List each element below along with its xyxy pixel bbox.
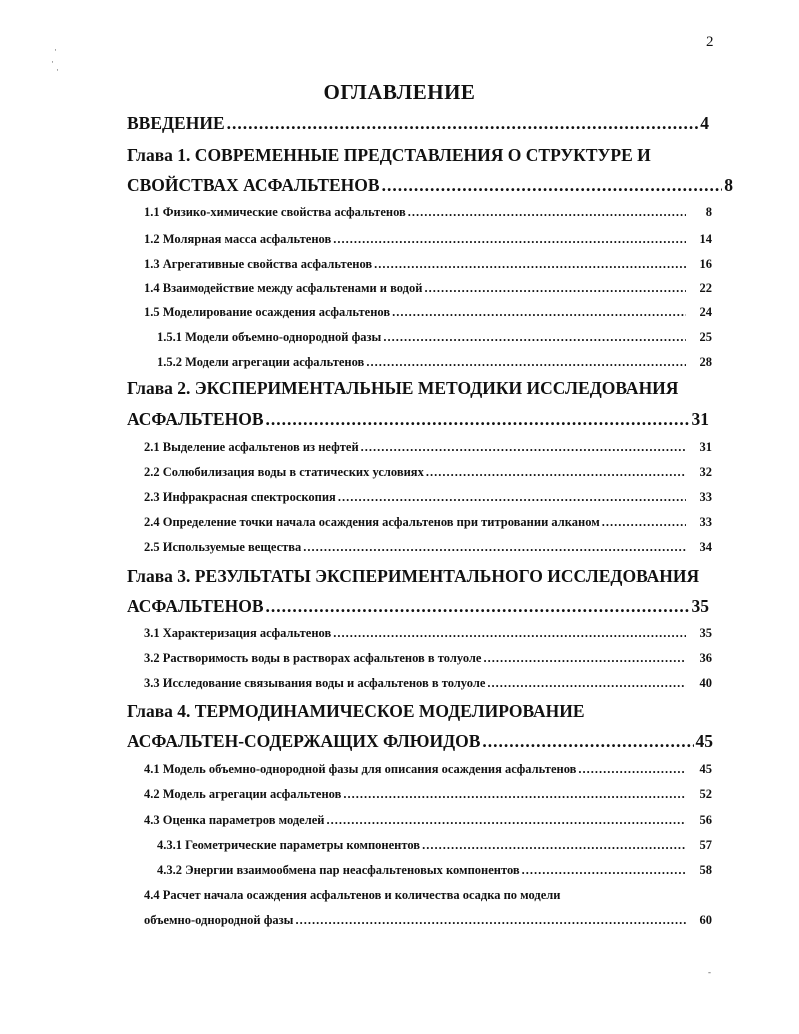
toc-section[interactable] xyxy=(144,490,712,505)
scan-speck: · xyxy=(51,57,54,67)
toc-entry-label: 3.1 Характеризация асфальтенов xyxy=(144,626,332,640)
toc-section[interactable] xyxy=(144,651,712,666)
toc-entry-page: 33 xyxy=(699,515,712,529)
toc-entry-intro[interactable] xyxy=(127,113,709,134)
toc-subsection[interactable] xyxy=(157,838,712,853)
leader-dots xyxy=(408,205,686,220)
toc-entry-label: 1.1 Физико-химические свойства асфальтенов xyxy=(144,205,406,219)
toc-entry-page: 31 xyxy=(691,409,709,429)
toc-entry-label: 3.3 Исследование связывания воды и асфальтенов в толуоле xyxy=(144,676,486,690)
leader-dots xyxy=(333,232,686,247)
toc-entry-page: 31 xyxy=(699,440,712,454)
toc-entry-page: 8 xyxy=(705,205,712,219)
leader-dots xyxy=(602,515,686,530)
toc-entry-label: 2.2 Солюбилизация воды в статических условиях xyxy=(144,465,424,479)
toc-section[interactable] xyxy=(144,787,712,802)
toc-entry-page: 57 xyxy=(699,838,712,852)
scan-speck: · xyxy=(56,65,59,75)
page-number: 2 xyxy=(706,34,714,50)
leader-dots xyxy=(392,305,686,320)
toc-section[interactable] xyxy=(144,281,712,296)
toc-entry-label: 1.5.2 Модели агрегации асфальтенов xyxy=(157,355,365,369)
toc-entry-page: 35 xyxy=(699,626,712,640)
toc-chapter-3-title[interactable]: Глава 3. РЕЗУЛЬТАТЫ ЭКСПЕРИМЕНТАЛЬНОГО ИССЛЕДОВАНИЯ xyxy=(127,566,700,586)
toc-section[interactable] xyxy=(144,813,712,828)
toc-chapter-1-title[interactable]: Глава 1. СОВРЕМЕННЫЕ ПРЕДСТАВЛЕНИЯ О СТРУКТУРЕ И xyxy=(127,145,651,165)
toc-entry-page: 60 xyxy=(699,913,712,927)
toc-entry-page: 32 xyxy=(699,465,712,479)
toc-section-continued[interactable] xyxy=(144,913,712,928)
toc-entry-page: 16 xyxy=(699,257,712,271)
toc-entry-page: 36 xyxy=(699,651,712,665)
toc-entry-label: АСФАЛЬТЕНОВ xyxy=(127,596,264,616)
leader-dots xyxy=(487,676,686,691)
leader-dots xyxy=(343,787,686,802)
toc-section[interactable] xyxy=(144,305,712,320)
toc-chapter-3[interactable] xyxy=(127,596,709,617)
toc-entry-label: АСФАЛЬТЕН-СОДЕРЖАЩИХ ФЛЮИДОВ xyxy=(127,731,481,751)
toc-entry-page: 45 xyxy=(699,762,712,776)
toc-entry-label: 4.4 Расчет начала осаждения асфальтенов и количества осадка по модели xyxy=(144,888,561,902)
page-title: ОГЛАВЛЕНИЕ xyxy=(323,80,476,104)
toc-section[interactable] xyxy=(144,762,712,777)
leader-dots xyxy=(522,863,686,878)
leader-dots xyxy=(303,540,686,555)
toc-entry-page: 56 xyxy=(699,813,712,827)
leader-dots xyxy=(266,409,690,430)
leader-dots xyxy=(326,813,686,828)
toc-entry-label: 1.4 Взаимодействие между асфальтенами и водой xyxy=(144,281,423,295)
toc-entry-label: 1.2 Молярная масса асфальтенов xyxy=(144,232,332,246)
toc-entry-label: 3.2 Растворимость воды в растворах асфальтенов в толуоле xyxy=(144,651,482,665)
leader-dots xyxy=(366,355,686,370)
toc-entry-page: 34 xyxy=(699,540,712,554)
toc-section[interactable] xyxy=(144,888,712,903)
toc-entry-label: 4.3.2 Энергии взаимообмена пар неасфальтеновых компонентов xyxy=(157,863,520,877)
toc-section[interactable] xyxy=(144,232,712,247)
toc-entry-label: АСФАЛЬТЕНОВ xyxy=(127,409,264,429)
toc-entry-label: 4.3 Оценка параметров моделей xyxy=(144,813,325,827)
toc-chapter-4-title[interactable]: Глава 4. ТЕРМОДИНАМИЧЕСКОЕ МОДЕЛИРОВАНИЕ xyxy=(127,701,585,721)
leader-dots xyxy=(338,490,686,505)
toc-entry-label: 4.1 Модель объемно-однородной фазы для описания осаждения асфальтенов xyxy=(144,762,577,776)
toc-entry-label: 1.5 Моделирование осаждения асфальтенов xyxy=(144,305,391,319)
toc-chapter-1[interactable] xyxy=(127,175,733,196)
leader-dots xyxy=(383,330,686,345)
toc-chapter-4[interactable] xyxy=(127,731,713,752)
toc-entry-label: 2.3 Инфракрасная спектроскопия xyxy=(144,490,336,504)
leader-dots xyxy=(361,440,686,455)
leader-dots xyxy=(333,626,686,641)
leader-dots xyxy=(578,762,686,777)
leader-dots xyxy=(483,651,686,666)
leader-dots xyxy=(295,913,686,928)
toc-section[interactable] xyxy=(144,515,712,530)
scan-speck: · xyxy=(54,45,57,55)
toc-entry-page: 52 xyxy=(699,787,712,801)
toc-entry-page: 28 xyxy=(699,355,712,369)
toc-entry-label: 2.5 Используемые вещества xyxy=(144,540,302,554)
leader-dots xyxy=(482,731,693,752)
toc-subsection[interactable] xyxy=(157,863,712,878)
toc-entry-page: 14 xyxy=(699,232,712,246)
toc-entry-label: 4.3.1 Геометрические параметры компонентов xyxy=(157,838,421,852)
leader-dots xyxy=(422,838,686,853)
toc-section[interactable] xyxy=(144,676,712,691)
toc-section[interactable] xyxy=(144,626,712,641)
toc-section[interactable] xyxy=(144,465,712,480)
toc-entry-page: 35 xyxy=(691,596,709,616)
toc-entry-label: 4.2 Модель агрегации асфальтенов xyxy=(144,787,342,801)
toc-entry-page: 22 xyxy=(699,281,712,295)
toc-section[interactable] xyxy=(144,440,712,455)
toc-entry-label: СВОЙСТВАХ АСФАЛЬТЕНОВ xyxy=(127,175,380,195)
toc-subsection[interactable] xyxy=(157,355,712,370)
toc-entry-page: 58 xyxy=(699,863,712,877)
toc-section[interactable] xyxy=(144,540,712,555)
leader-dots xyxy=(266,596,690,617)
toc-entry-label: объемно-однородной фазы xyxy=(144,913,294,927)
leader-dots xyxy=(424,281,686,296)
toc-chapter-2-title[interactable]: Глава 2. ЭКСПЕРИМЕНТАЛЬНЫЕ МЕТОДИКИ ИССЛЕДОВАНИЯ xyxy=(127,378,679,398)
toc-entry-page: 45 xyxy=(695,731,713,751)
toc-entry-page: 8 xyxy=(724,175,733,195)
toc-section[interactable] xyxy=(144,205,712,220)
toc-entry-label: ВВЕДЕНИЕ xyxy=(127,113,225,133)
toc-section[interactable] xyxy=(144,257,712,272)
toc-entry-label: 1.3 Агрегативные свойства асфальтенов xyxy=(144,257,373,271)
leader-dots xyxy=(382,175,723,196)
leader-dots xyxy=(426,465,686,480)
toc-entry-page: 40 xyxy=(699,676,712,690)
toc-chapter-2[interactable] xyxy=(127,409,709,430)
toc-entry-label: 1.5.1 Модели объемно-однородной фазы xyxy=(157,330,382,344)
toc-entry-page: 24 xyxy=(699,305,712,319)
leader-dots xyxy=(374,257,686,272)
leader-dots xyxy=(227,113,699,134)
toc-subsection[interactable] xyxy=(157,330,712,345)
toc-entry-page: 4 xyxy=(700,113,709,133)
toc-entry-label: 2.4 Определение точки начала осаждения асфальтенов при титровании алканом xyxy=(144,515,600,529)
toc-entry-label: 2.1 Выделение асфальтенов из нефтей xyxy=(144,440,359,454)
scan-speck: - xyxy=(708,967,711,977)
toc-entry-page: 25 xyxy=(699,330,712,344)
toc-entry-page: 33 xyxy=(699,490,712,504)
